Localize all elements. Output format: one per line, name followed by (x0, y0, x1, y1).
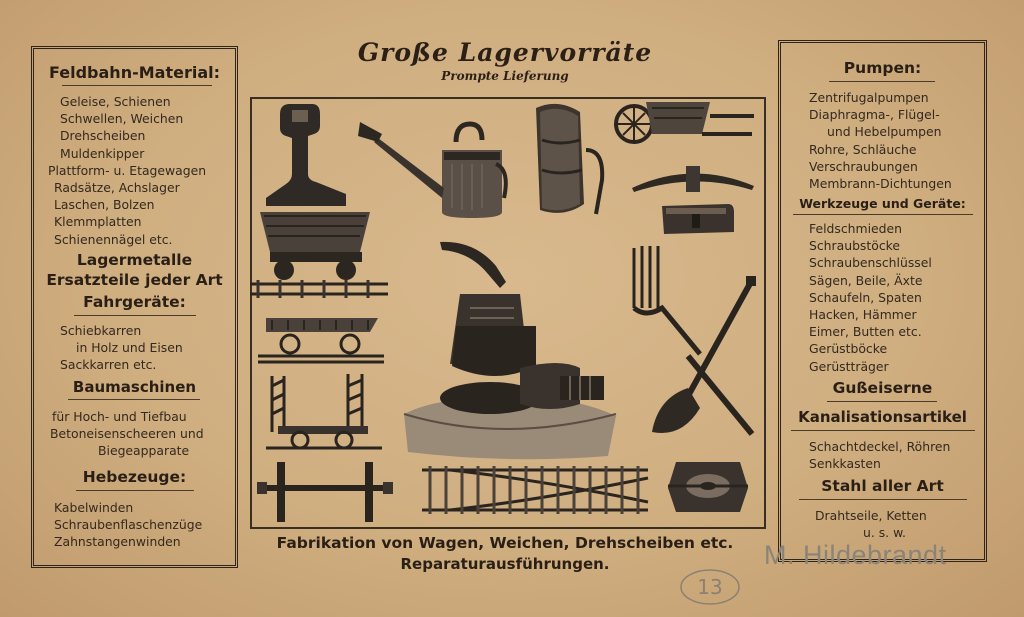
divider (829, 81, 935, 82)
divider (76, 490, 194, 491)
list-kanalisation (809, 438, 950, 472)
platform-wagon-illustration (258, 312, 386, 368)
list-item: Biegeapparate (98, 443, 190, 459)
divider (68, 399, 200, 400)
divider (791, 430, 975, 431)
list-item: Hacken, Hämmer (809, 307, 917, 323)
divider (827, 401, 937, 402)
list-hebezeuge (54, 499, 202, 551)
list-item: Schraubstöcke (809, 238, 900, 254)
heading-werkzeuge: Werkzeuge und Geräte: (799, 196, 966, 211)
list-item: Klemmplatten (54, 214, 142, 230)
heading-baumaschinen: Baumaschinen (72, 378, 197, 396)
list-item: Laschen, Bolzen (54, 197, 155, 213)
track-switch-illustration (420, 460, 650, 520)
list-stahl (815, 507, 927, 541)
list-item: Drahtseile, Ketten (815, 508, 927, 523)
list-item: Zahnstangenwinden (54, 534, 181, 550)
list-feldbahn-material (48, 93, 206, 248)
list-item: Schachtdeckel, Röhren (809, 439, 951, 454)
list-item: Plattform- u. Etagewagen (48, 162, 207, 178)
heading-feldbahn-material: Feldbahn-Material: (48, 63, 220, 82)
list-item: Zentrifugalpumpen (809, 90, 929, 105)
divider (799, 499, 967, 500)
heading-stahl: Stahl aller Art (821, 477, 944, 495)
centrifugal-pump-illustration (400, 238, 622, 460)
pickaxe-illustration (628, 160, 758, 194)
list-item: in Holz und Eisen (76, 340, 183, 356)
list-item: für Hoch- und Tiefbau (52, 409, 187, 424)
tiered-wagon-illustration (264, 372, 384, 454)
list-item: Radsätze, Achslager (54, 180, 180, 196)
list-item: Muldenkipper (60, 145, 145, 161)
list-item: Verschraubungen (809, 158, 918, 174)
heading-lagermetalle: Lagermetalle (76, 251, 193, 269)
divider (793, 214, 973, 215)
mine-cart-illustration (250, 204, 390, 304)
page-title: Große Lagervorräte (357, 38, 653, 67)
list-item: Betoneisenscheeren und (50, 426, 204, 442)
list-item: Gerüstträger (809, 358, 889, 374)
pencil-circled-number (678, 567, 742, 607)
divider (62, 85, 212, 86)
list-item: Schaufeln, Spaten (809, 289, 922, 305)
shovel-illustration (648, 276, 760, 438)
list-item: Sackkarren etc. (60, 357, 157, 373)
list-item: Sägen, Beile, Äxte (809, 272, 923, 288)
list-item: Membrann-Dichtungen (809, 176, 952, 192)
list-werkzeuge (809, 220, 932, 375)
list-baumaschinen (50, 408, 204, 460)
carrying-basket-illustration (530, 100, 610, 226)
wheel-axle-illustration (255, 460, 395, 524)
name-stamp: M. Hildebrandt (764, 540, 947, 570)
list-item: Eimer, Butten etc. (809, 324, 922, 340)
hammer-head-illustration (658, 200, 738, 240)
list-item: Gerüstböcke (809, 341, 888, 357)
wheelbarrow-illustration (612, 98, 757, 148)
list-item: Schwellen, Weichen (60, 111, 184, 127)
heading-ersatzteile: Ersatzteile jeder Art (46, 271, 223, 289)
list-item: Diaphragma-, Flügel- (809, 107, 940, 123)
heading-gusseiserne: Gußeiserne (832, 379, 933, 397)
pencil-note-text: 13 (697, 575, 723, 599)
right-product-box (778, 40, 987, 562)
list-item: Kabelwinden (54, 500, 134, 515)
list-fahrgeraete (60, 322, 183, 374)
list-item: u. s. w. (863, 525, 906, 541)
turntable-illustration (666, 458, 750, 514)
heading-pumpen: Pumpen: (843, 59, 922, 77)
list-item: Senkkasten (809, 456, 881, 472)
footer-line-1: Fabrikation von Wagen, Weichen, Drehscheiben etc. (276, 534, 734, 552)
list-item: Drehscheiben (60, 128, 146, 144)
list-item: Geleise, Schienen (60, 94, 171, 109)
divider (74, 315, 196, 316)
list-item: und Hebelpumpen (827, 124, 942, 140)
left-product-box (31, 46, 238, 568)
heading-hebezeuge: Hebezeuge: (82, 468, 187, 486)
list-item: Rohre, Schläuche (809, 141, 917, 157)
list-item: Schiebkarren (60, 323, 142, 338)
list-item: Schienennägel etc. (54, 231, 173, 247)
subtitle: Prompte Lieferung (441, 69, 569, 83)
list-item: Schraubenflaschenzüge (54, 517, 203, 533)
footer-line-2: Reparaturausführungen. (400, 555, 610, 573)
list-item: Schraubenschlüssel (809, 255, 932, 271)
rail-profile-illustration (262, 102, 357, 200)
heading-fahrgeraete: Fahrgeräte: (83, 293, 186, 311)
list-pumpen (809, 89, 952, 192)
list-item: Feldschmieden (809, 221, 902, 236)
heading-kanalisationsartikel: Kanalisationsartikel (798, 408, 967, 426)
